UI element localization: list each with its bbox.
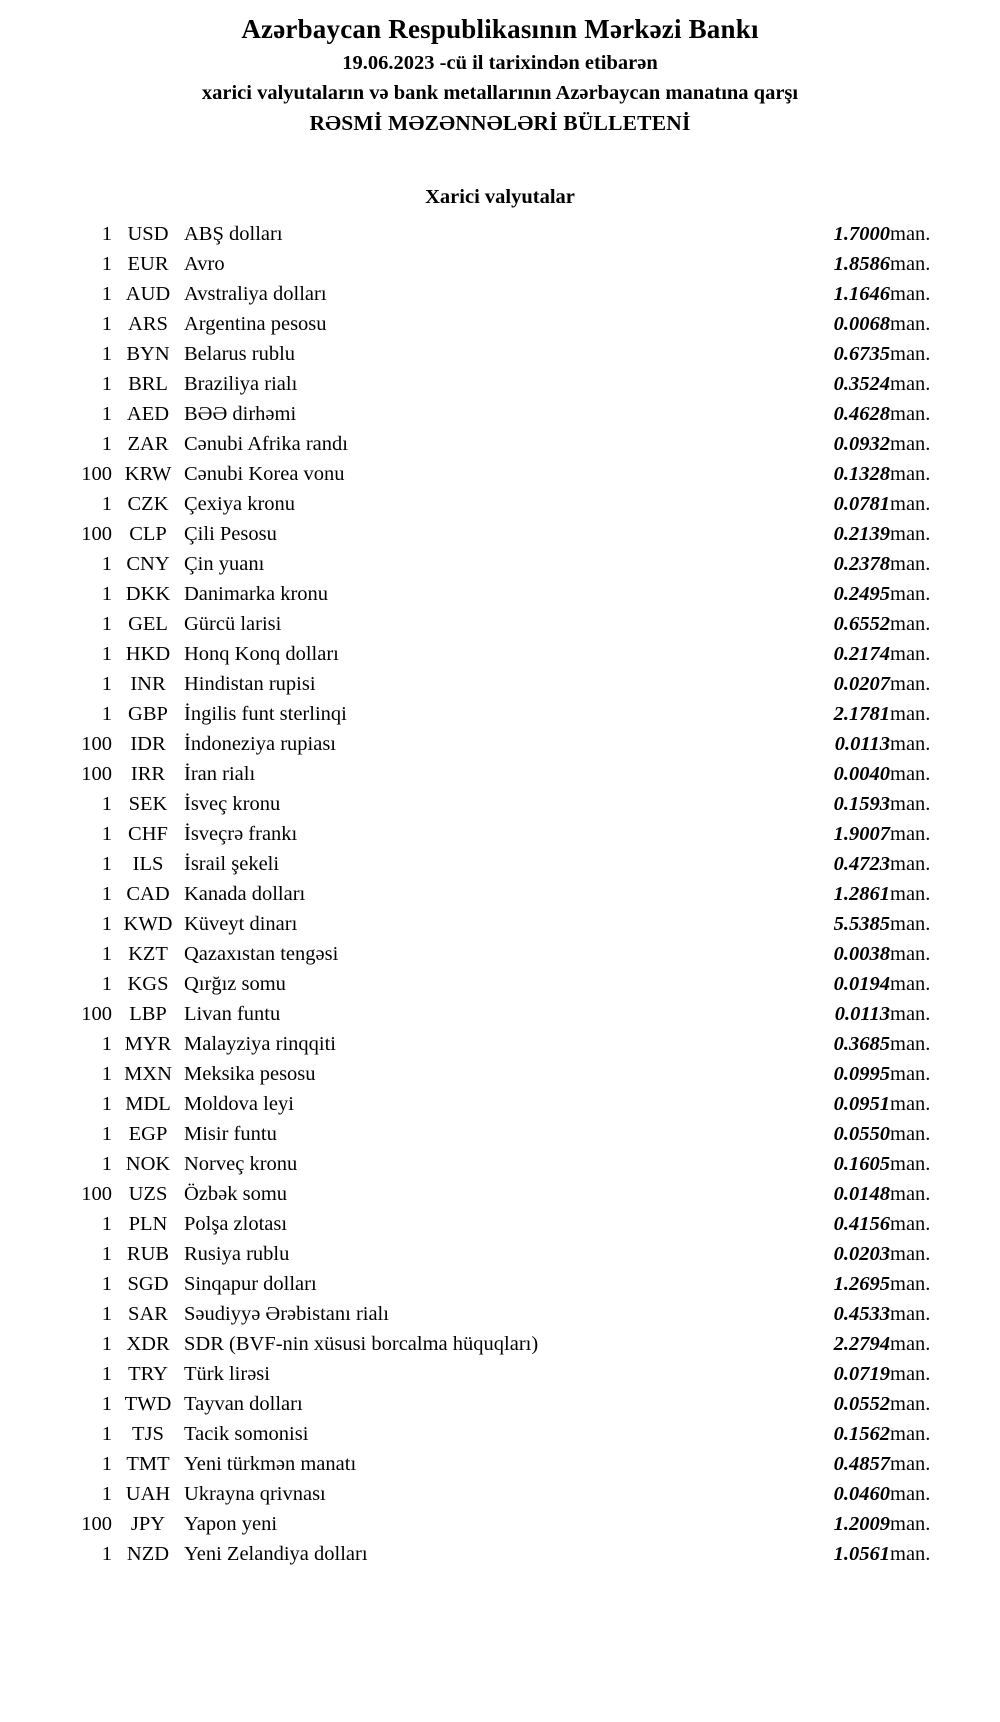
currency-code: TWD [124, 1393, 172, 1415]
table-row [50, 249, 950, 279]
table-row [50, 849, 950, 879]
currency-code: ZAR [127, 433, 169, 455]
currency-amount: 1 [101, 223, 112, 245]
currency-unit: man. [890, 1303, 931, 1325]
currency-rate: 0.6552 [833, 613, 890, 635]
currency-name: Meksika pesosu [184, 1063, 316, 1085]
currency-amount: 1 [101, 253, 112, 275]
currency-code: CLP [129, 523, 167, 545]
currency-name: Qazaxıstan tengəsi [184, 943, 339, 965]
table-row [50, 669, 950, 699]
currency-unit: man. [890, 883, 931, 905]
table-row [50, 759, 950, 789]
currency-code: SGD [127, 1273, 169, 1295]
table-row [50, 1539, 950, 1569]
table-row [50, 609, 950, 639]
currency-rate: 0.0932 [833, 433, 890, 455]
currency-amount: 1 [101, 403, 112, 425]
currency-unit: man. [890, 403, 931, 425]
table-row [50, 489, 950, 519]
currency-rate: 1.2009 [833, 1513, 890, 1535]
currency-amount: 100 [81, 523, 112, 545]
currency-unit: man. [890, 1453, 931, 1475]
currency-unit: man. [890, 1423, 931, 1445]
currency-code: KWD [123, 913, 173, 935]
currency-name: Danimarka kronu [184, 583, 329, 605]
currency-unit: man. [890, 673, 931, 695]
currency-unit: man. [890, 943, 931, 965]
section-title-foreign-currencies: Xarici valyutalar [425, 186, 575, 208]
currency-amount: 100 [81, 1003, 112, 1025]
currency-amount: 1 [101, 1213, 112, 1235]
table-row [50, 1479, 950, 1509]
currency-name: Malayziya rinqqiti [184, 1033, 336, 1055]
currency-unit: man. [890, 313, 931, 335]
currency-code: CNY [126, 553, 170, 575]
table-row [50, 1029, 950, 1059]
currency-rate: 1.0561 [833, 1543, 890, 1565]
currency-name: Gürcü larisi [184, 613, 282, 635]
table-row [50, 1509, 950, 1539]
currency-unit: man. [890, 853, 931, 875]
currency-code: AED [126, 403, 170, 425]
currency-unit: man. [890, 703, 931, 725]
currency-unit: man. [890, 793, 931, 815]
currency-name: İran rialı [184, 763, 256, 785]
currency-amount: 1 [101, 823, 112, 845]
currency-rate: 0.0038 [833, 943, 890, 965]
currency-code: EUR [127, 253, 169, 275]
currency-code: GBP [128, 703, 168, 725]
currency-name: İsveç kronu [184, 793, 281, 815]
table-row [50, 729, 950, 759]
currency-rate: 0.2378 [833, 553, 890, 575]
currency-rate: 0.4857 [833, 1453, 890, 1475]
currency-amount: 100 [81, 463, 112, 485]
currency-name: ABŞ dolları [184, 223, 283, 245]
currency-rate: 0.0781 [833, 493, 890, 515]
currency-rate: 0.3685 [833, 1033, 890, 1055]
currency-code: IRR [130, 763, 166, 785]
currency-code: PLN [128, 1213, 168, 1235]
table-row [50, 339, 950, 369]
currency-name: İsrail şekeli [184, 853, 280, 875]
currency-name: Sinqapur dolları [184, 1273, 317, 1295]
currency-amount: 1 [101, 1393, 112, 1415]
currency-code: UZS [128, 1183, 168, 1205]
currency-amount: 1 [101, 1543, 112, 1565]
currency-amount: 1 [101, 853, 112, 875]
currency-code: KGS [127, 973, 169, 995]
currency-unit: man. [890, 433, 931, 455]
table-row [50, 219, 950, 249]
table-row [50, 879, 950, 909]
currency-code: SEK [128, 793, 168, 815]
currency-rate: 0.1605 [833, 1153, 890, 1175]
currency-code: CAD [126, 883, 170, 905]
table-row [50, 969, 950, 999]
currency-rate: 0.0068 [833, 313, 890, 335]
table-row [50, 1419, 950, 1449]
currency-unit: man. [890, 613, 931, 635]
currency-unit: man. [890, 1213, 931, 1235]
table-row [50, 1359, 950, 1389]
table-row [50, 1089, 950, 1119]
currency-unit: man. [890, 1333, 931, 1355]
table-row [50, 1119, 950, 1149]
currency-name: SDR (BVF-nin xüsusi borcalma hüquqları) [184, 1333, 539, 1355]
currency-unit: man. [890, 1483, 931, 1505]
currency-name: Özbək somu [184, 1183, 288, 1205]
currency-amount: 1 [101, 973, 112, 995]
currency-unit: man. [890, 1093, 931, 1115]
currency-code: NOK [125, 1153, 171, 1175]
currency-name: Yeni türkmən manatı [184, 1453, 357, 1475]
currency-amount: 1 [101, 883, 112, 905]
table-row [50, 1239, 950, 1269]
currency-name: Ukrayna qrivnası [184, 1483, 326, 1505]
currency-unit: man. [890, 763, 931, 785]
currency-unit: man. [890, 1273, 931, 1295]
currency-amount: 1 [101, 613, 112, 635]
currency-unit: man. [890, 283, 931, 305]
currency-name: İndoneziya rupiası [184, 733, 336, 755]
currency-unit: man. [890, 1183, 931, 1205]
currency-amount: 1 [101, 553, 112, 575]
currency-code: BRL [128, 373, 168, 395]
currency-rate: 1.2695 [833, 1273, 890, 1295]
currency-code: DKK [125, 583, 171, 605]
currency-rate: 0.4723 [833, 853, 890, 875]
currency-code: KZT [128, 943, 168, 965]
currency-rate: 5.5385 [833, 913, 890, 935]
currency-name: Livan funtu [184, 1003, 281, 1025]
currency-code: CZK [127, 493, 169, 515]
currency-name: Çili Pesosu [184, 523, 277, 545]
currency-name: Yapon yeni [184, 1513, 278, 1535]
currency-name: Moldova leyi [184, 1093, 294, 1115]
currency-code: TRY [128, 1363, 168, 1385]
currency-rate: 0.0203 [833, 1243, 890, 1265]
table-row [50, 909, 950, 939]
currency-rate: 0.0040 [833, 763, 890, 785]
effective-date-line: 19.06.2023 -cü il tarixindən etibarən [342, 52, 658, 74]
currency-name: Honq Konq dolları [184, 643, 339, 665]
currency-name: Cənubi Korea vonu [184, 463, 345, 485]
currency-rate: 0.2174 [833, 643, 890, 665]
currency-name: İngilis funt sterlinqi [184, 703, 347, 725]
currency-rate: 0.1562 [833, 1423, 890, 1445]
currency-rate: 0.0552 [833, 1393, 890, 1415]
currency-amount: 1 [101, 943, 112, 965]
table-row [50, 1149, 950, 1179]
currency-unit: man. [890, 343, 931, 365]
currency-unit: man. [890, 1123, 931, 1145]
bank-name: Azərbaycan Respublikasının Mərkəzi Bankı [241, 14, 759, 44]
table-row [50, 579, 950, 609]
currency-rate: 1.2861 [833, 883, 890, 905]
currency-amount: 1 [101, 1093, 112, 1115]
currency-rate: 0.0460 [833, 1483, 890, 1505]
currency-rate: 2.2794 [833, 1333, 890, 1355]
currency-amount: 1 [101, 1453, 112, 1475]
table-row [50, 459, 950, 489]
currency-rate: 0.3524 [833, 373, 890, 395]
table-row [50, 1059, 950, 1089]
table-row [50, 279, 950, 309]
currency-rate: 0.2139 [833, 523, 890, 545]
currency-amount: 1 [101, 1243, 112, 1265]
currency-rate: 0.0719 [833, 1363, 890, 1385]
currency-code: XDR [126, 1333, 170, 1355]
currency-rate: 0.2495 [833, 583, 890, 605]
subject-line: xarici valyutaların və bank metallarının Azərbaycan manatına qarşı [201, 82, 799, 104]
currency-code: EGP [128, 1123, 168, 1145]
currency-amount: 1 [101, 1123, 112, 1145]
currency-code: SAR [128, 1303, 168, 1325]
currency-name: Norveç kronu [184, 1153, 298, 1175]
table-row [50, 429, 950, 459]
currency-rate: 0.1593 [833, 793, 890, 815]
currency-name: Argentina pesosu [184, 313, 327, 335]
currency-name: Türk lirəsi [184, 1363, 270, 1385]
currency-amount: 1 [101, 673, 112, 695]
currency-name: İsveçrə frankı [184, 823, 298, 845]
table-row [50, 1299, 950, 1329]
currency-amount: 1 [101, 1273, 112, 1295]
currency-unit: man. [890, 493, 931, 515]
currency-amount: 1 [101, 583, 112, 605]
table-row [50, 1389, 950, 1419]
currency-unit: man. [890, 1153, 931, 1175]
currency-rate: 0.4156 [833, 1213, 890, 1235]
currency-unit: man. [890, 733, 931, 755]
currency-unit: man. [890, 1063, 931, 1085]
bulletin-title: RƏSMİ MƏZƏNNƏLƏRİ BÜLLETENİ [309, 111, 691, 135]
currency-amount: 1 [101, 493, 112, 515]
currency-unit: man. [890, 1393, 931, 1415]
currency-code: JPY [130, 1513, 166, 1535]
currency-unit: man. [890, 223, 931, 245]
currency-code: ILS [132, 853, 164, 875]
currency-amount: 1 [101, 1423, 112, 1445]
currency-code: LBP [129, 1003, 167, 1025]
table-row [50, 789, 950, 819]
table-row [50, 1209, 950, 1239]
currency-unit: man. [890, 1003, 931, 1025]
currency-code: TMT [126, 1453, 170, 1475]
currency-rate: 0.0148 [833, 1183, 890, 1205]
currency-name: Polşa zlotası [184, 1213, 288, 1235]
currency-amount: 1 [101, 703, 112, 725]
currency-rate: 1.7000 [833, 223, 890, 245]
currency-rate: 0.0113 [834, 1003, 890, 1025]
currency-unit: man. [890, 973, 931, 995]
currency-amount: 1 [101, 433, 112, 455]
currency-code: NZD [126, 1543, 170, 1565]
currency-code: TJS [132, 1423, 164, 1445]
currency-amount: 100 [81, 763, 112, 785]
currency-amount: 1 [101, 343, 112, 365]
table-row [50, 1329, 950, 1359]
currency-rate: 0.0113 [834, 733, 890, 755]
currency-name: Çin yuanı [184, 553, 265, 575]
table-row [50, 1269, 950, 1299]
table-row [50, 999, 950, 1029]
table-row [50, 549, 950, 579]
currency-rate: 0.0194 [833, 973, 890, 995]
currency-rate: 1.8586 [833, 253, 890, 275]
currency-code: ARS [128, 313, 168, 335]
currency-amount: 1 [101, 313, 112, 335]
currency-amount: 100 [81, 733, 112, 755]
currency-unit: man. [890, 823, 931, 845]
currency-code: MYR [124, 1033, 172, 1055]
currency-amount: 1 [101, 793, 112, 815]
currency-name: Avstraliya dolları [184, 283, 327, 305]
currency-code: IDR [130, 733, 166, 755]
currency-amount: 1 [101, 913, 112, 935]
currency-code: CHF [128, 823, 168, 845]
currency-rate: 2.1781 [833, 703, 890, 725]
currency-unit: man. [890, 913, 931, 935]
currency-amount: 1 [101, 1363, 112, 1385]
currency-unit: man. [890, 1363, 931, 1385]
currency-amount: 100 [81, 1513, 112, 1535]
table-row [50, 1179, 950, 1209]
currency-name: Küveyt dinarı [184, 913, 298, 935]
currency-name: Cənubi Afrika randı [184, 433, 348, 455]
currency-amount: 1 [101, 1153, 112, 1175]
currency-amount: 100 [81, 1183, 112, 1205]
currency-amount: 1 [101, 283, 112, 305]
table-row [50, 369, 950, 399]
table-row [50, 819, 950, 849]
currency-name: Misir funtu [184, 1123, 277, 1145]
currency-code: AUD [125, 283, 171, 305]
currency-amount: 1 [101, 1303, 112, 1325]
currency-code: USD [127, 223, 169, 245]
table-row [50, 1449, 950, 1479]
currency-code: KRW [124, 463, 172, 485]
currency-unit: man. [890, 553, 931, 575]
currency-code: GEL [128, 613, 168, 635]
currency-name: Hindistan rupisi [184, 673, 316, 695]
table-row [50, 519, 950, 549]
currency-name: Tayvan dolları [184, 1393, 303, 1415]
table-row [50, 699, 950, 729]
table-row [50, 939, 950, 969]
document-header [0, 14, 1000, 136]
currency-amount: 1 [101, 1033, 112, 1055]
table-row [50, 399, 950, 429]
currency-code: BYN [126, 343, 170, 365]
exchange-rates-table [50, 219, 950, 1569]
currency-unit: man. [890, 1033, 931, 1055]
currency-rate: 1.1646 [833, 283, 890, 305]
currency-name: BƏƏ dirhəmi [184, 403, 297, 425]
currency-rate: 0.0207 [833, 673, 890, 695]
currency-amount: 1 [101, 1063, 112, 1085]
currency-name: Braziliya rialı [184, 373, 298, 395]
currency-unit: man. [890, 523, 931, 545]
currency-name: Çexiya kronu [184, 493, 296, 515]
currency-name: Tacik somonisi [184, 1423, 309, 1445]
currency-unit: man. [890, 643, 931, 665]
currency-name: Rusiya rublu [184, 1243, 290, 1265]
currency-amount: 1 [101, 1483, 112, 1505]
currency-unit: man. [890, 1513, 931, 1535]
currency-code: RUB [126, 1243, 170, 1265]
currency-code: MDL [125, 1093, 171, 1115]
currency-code: INR [130, 673, 166, 695]
currency-unit: man. [890, 463, 931, 485]
currency-unit: man. [890, 373, 931, 395]
currency-name: Kanada dolları [184, 883, 306, 905]
currency-amount: 1 [101, 1333, 112, 1355]
currency-rate: 0.4533 [833, 1303, 890, 1325]
currency-code: HKD [125, 643, 171, 665]
currency-unit: man. [890, 1243, 931, 1265]
currency-name: Avro [184, 253, 225, 275]
currency-name: Yeni Zelandiya dolları [184, 1543, 368, 1565]
currency-unit: man. [890, 1543, 931, 1565]
currency-code: UAH [125, 1483, 171, 1505]
table-row [50, 309, 950, 339]
currency-rate: 0.1328 [833, 463, 890, 485]
currency-rate: 0.0550 [833, 1123, 890, 1145]
currency-amount: 1 [101, 643, 112, 665]
currency-amount: 1 [101, 373, 112, 395]
currency-rate: 0.0995 [833, 1063, 890, 1085]
currency-rate: 0.4628 [833, 403, 890, 425]
currency-name: Səudiyyə Ərəbistanı rialı [184, 1303, 389, 1325]
table-row [50, 639, 950, 669]
currency-rate: 0.6735 [833, 343, 890, 365]
currency-code: MXN [124, 1063, 172, 1085]
currency-rate: 1.9007 [833, 823, 890, 845]
currency-unit: man. [890, 253, 931, 275]
currency-rate: 0.0951 [833, 1093, 890, 1115]
currency-unit: man. [890, 583, 931, 605]
currency-name: Qırğız somu [184, 973, 286, 995]
currency-name: Belarus rublu [184, 343, 296, 365]
